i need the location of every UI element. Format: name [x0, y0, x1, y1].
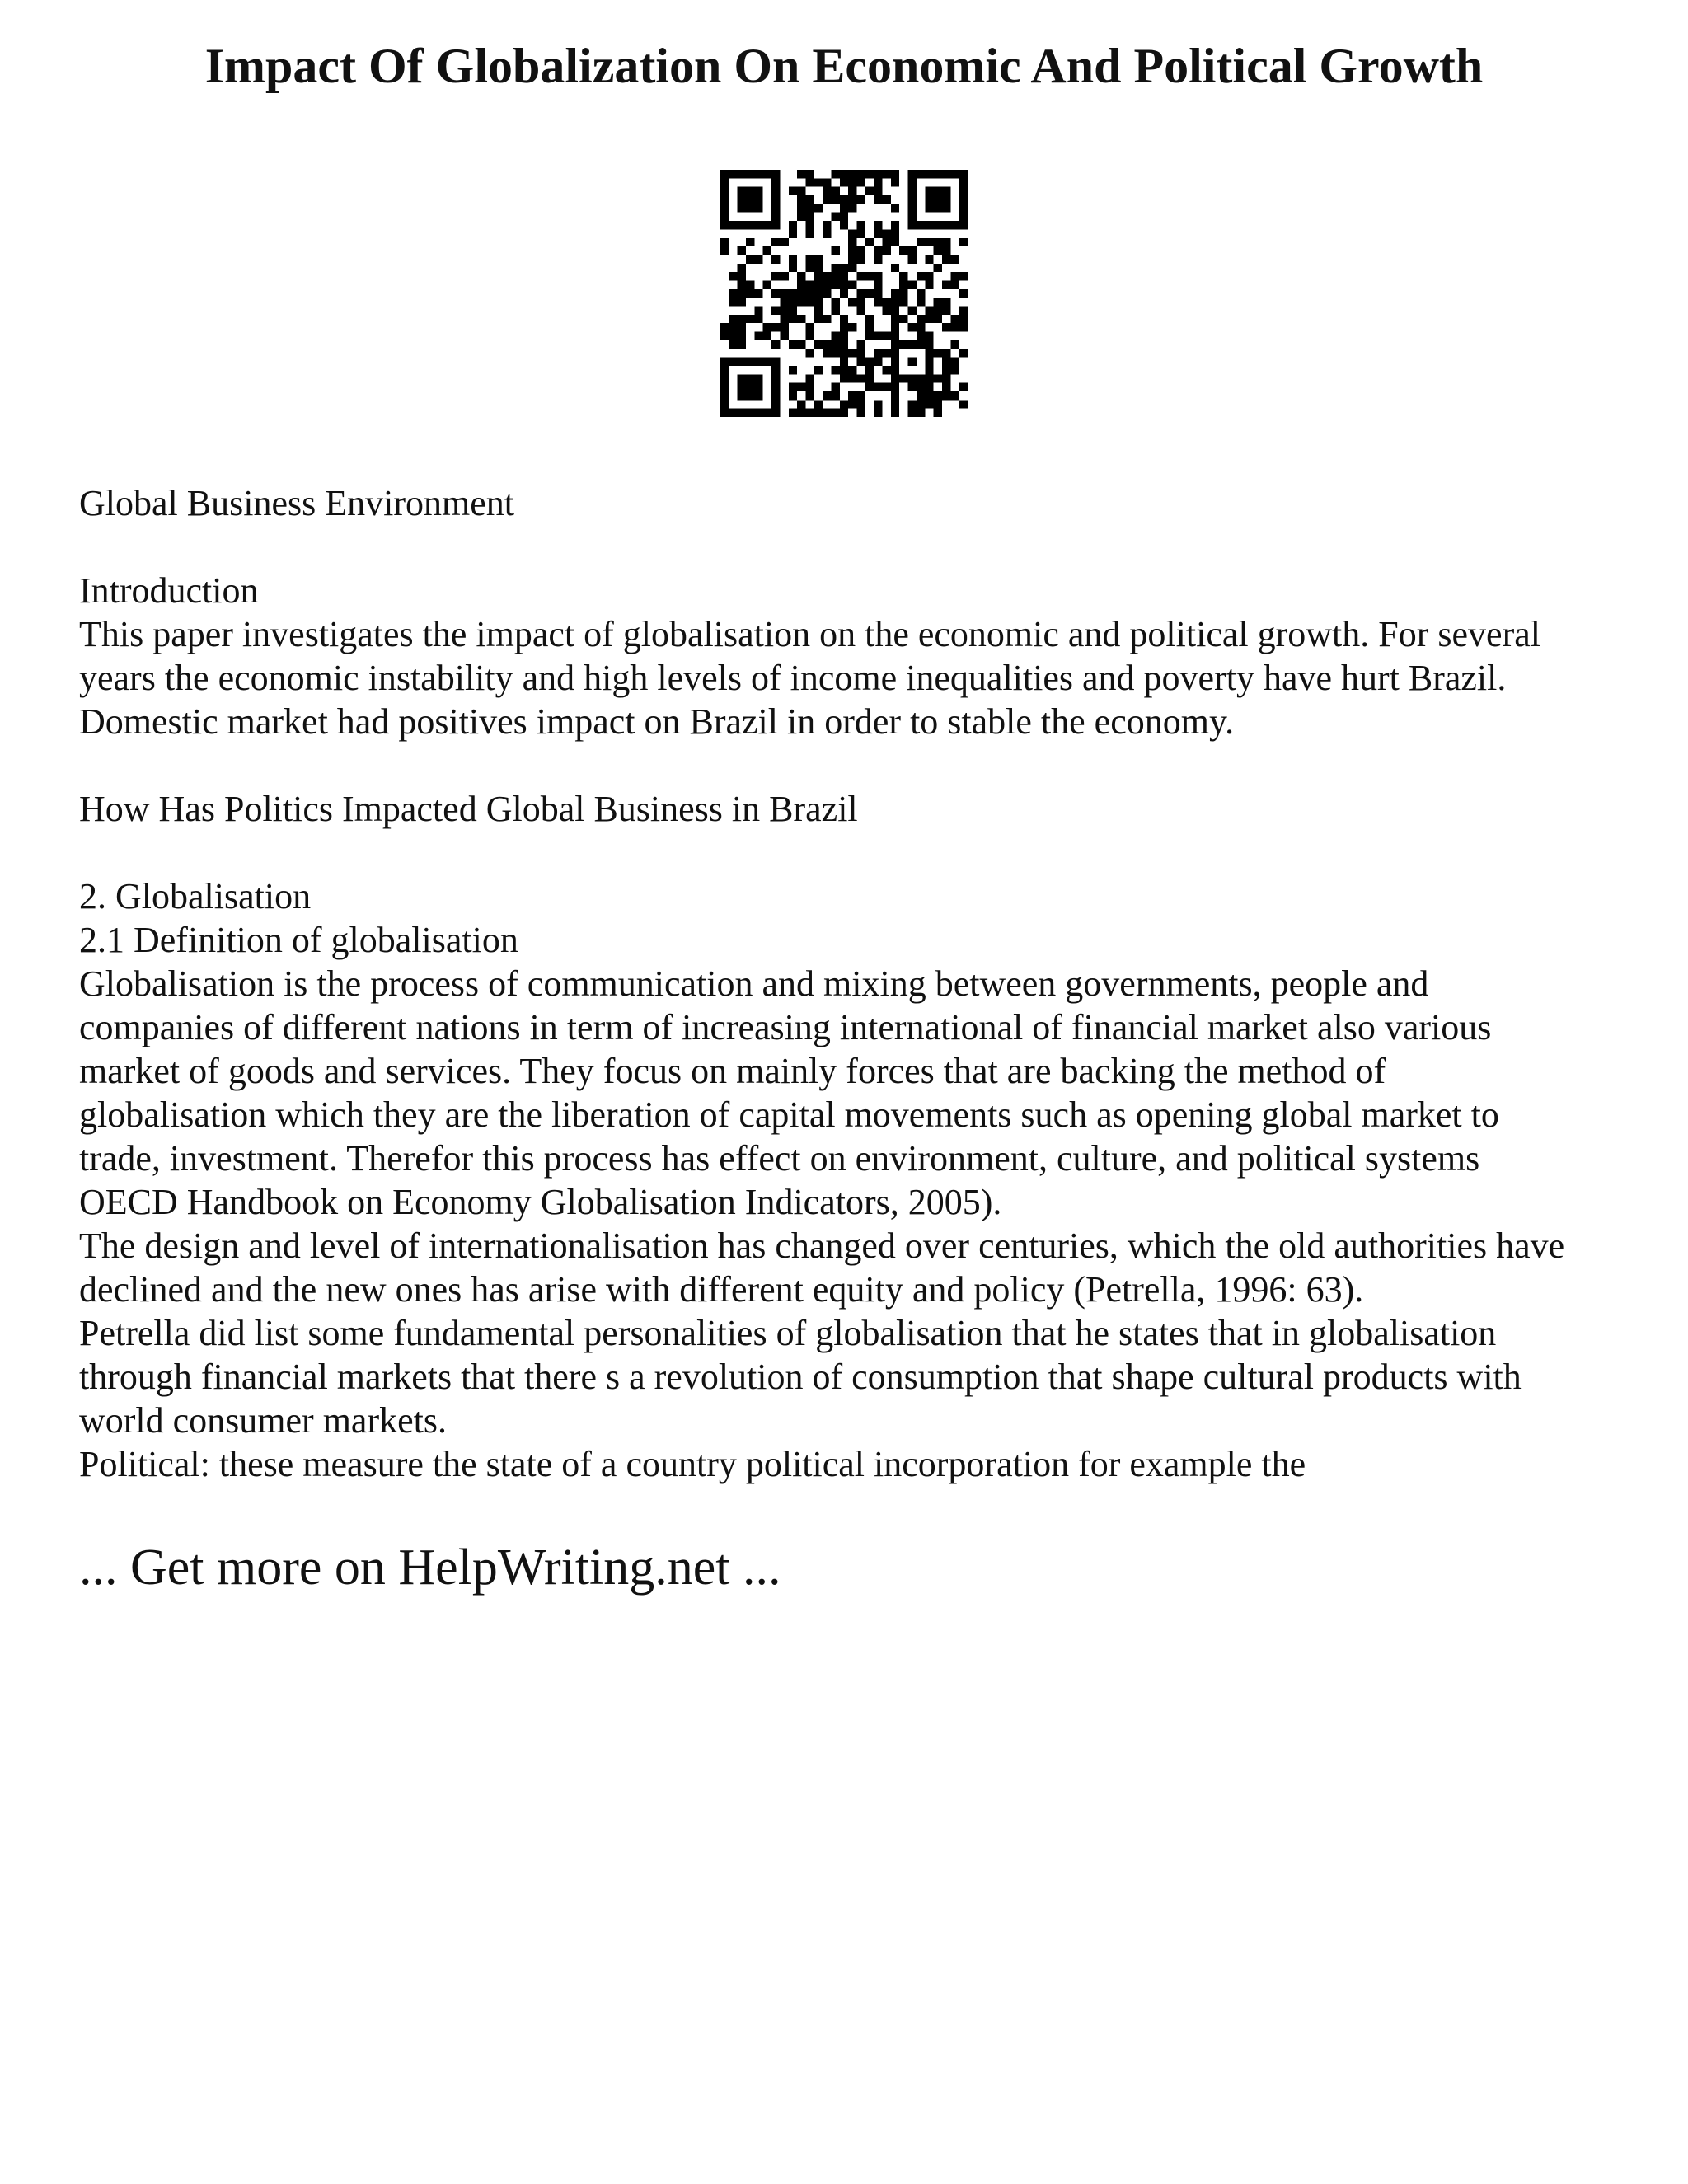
qr-code — [720, 170, 968, 417]
intro-line: Domestic market had positives impact on Brazil in order to stable the economy. — [79, 701, 1235, 742]
intro-line: This paper investigates the impact of globalisation on the economic and political growth. For several — [79, 614, 1540, 654]
globalisation-line: Political: these measure the state of a country political incorporation for example the — [79, 1444, 1306, 1484]
globalisation-section — [79, 874, 1629, 1486]
globalisation-line: globalisation which they are the liberation of capital movements such as opening global market to — [79, 1094, 1499, 1135]
globalisation-line: through financial markets that there s a revolution of consumption that shape cultural products with — [79, 1357, 1522, 1397]
globalisation-line: declined and the new ones has arise with different equity and policy (Petrella, 1996: 63). — [79, 1269, 1364, 1310]
globalisation-line: Globalisation is the process of communication and mixing between governments, people and — [79, 963, 1429, 1004]
globalisation-line: OECD Handbook on Economy Globalisation Indicators, 2005). — [79, 1182, 1002, 1222]
globalisation-line: market of goods and services. They focus on mainly forces that are backing the method of — [79, 1051, 1386, 1091]
globalisation-heading: 2. Globalisation — [79, 876, 312, 916]
politics-heading: How Has Politics Impacted Global Business in Brazil — [79, 789, 858, 829]
globalisation-line: companies of different nations in term of increasing international of financial market also various — [79, 1007, 1492, 1047]
globalisation-line: trade, investment. Therefor this process has effect on environment, culture, and political systems — [79, 1138, 1480, 1179]
globalisation-line: The design and level of internationalisation has changed over centuries, which the old authorities have — [79, 1226, 1565, 1266]
introduction-heading: Introduction — [79, 570, 259, 611]
globalisation-line: Petrella did list some fundamental personalities of globalisation that he states that in globalisation — [79, 1313, 1497, 1353]
intro-line: years the economic instability and high levels of income inequalities and poverty have hurt Brazil. — [79, 658, 1507, 698]
helpwriting-link[interactable]: ... Get more on HelpWriting.net ... — [79, 1540, 781, 1596]
introduction-section — [79, 569, 1629, 743]
document-subtitle: Global Business Environment — [79, 483, 514, 523]
definition-subheading: 2.1 Definition of globalisation — [79, 920, 518, 960]
document-title: Impact Of Globalization On Economic And Political Growth — [204, 39, 1484, 93]
globalisation-line: world consumer markets. — [79, 1400, 447, 1441]
